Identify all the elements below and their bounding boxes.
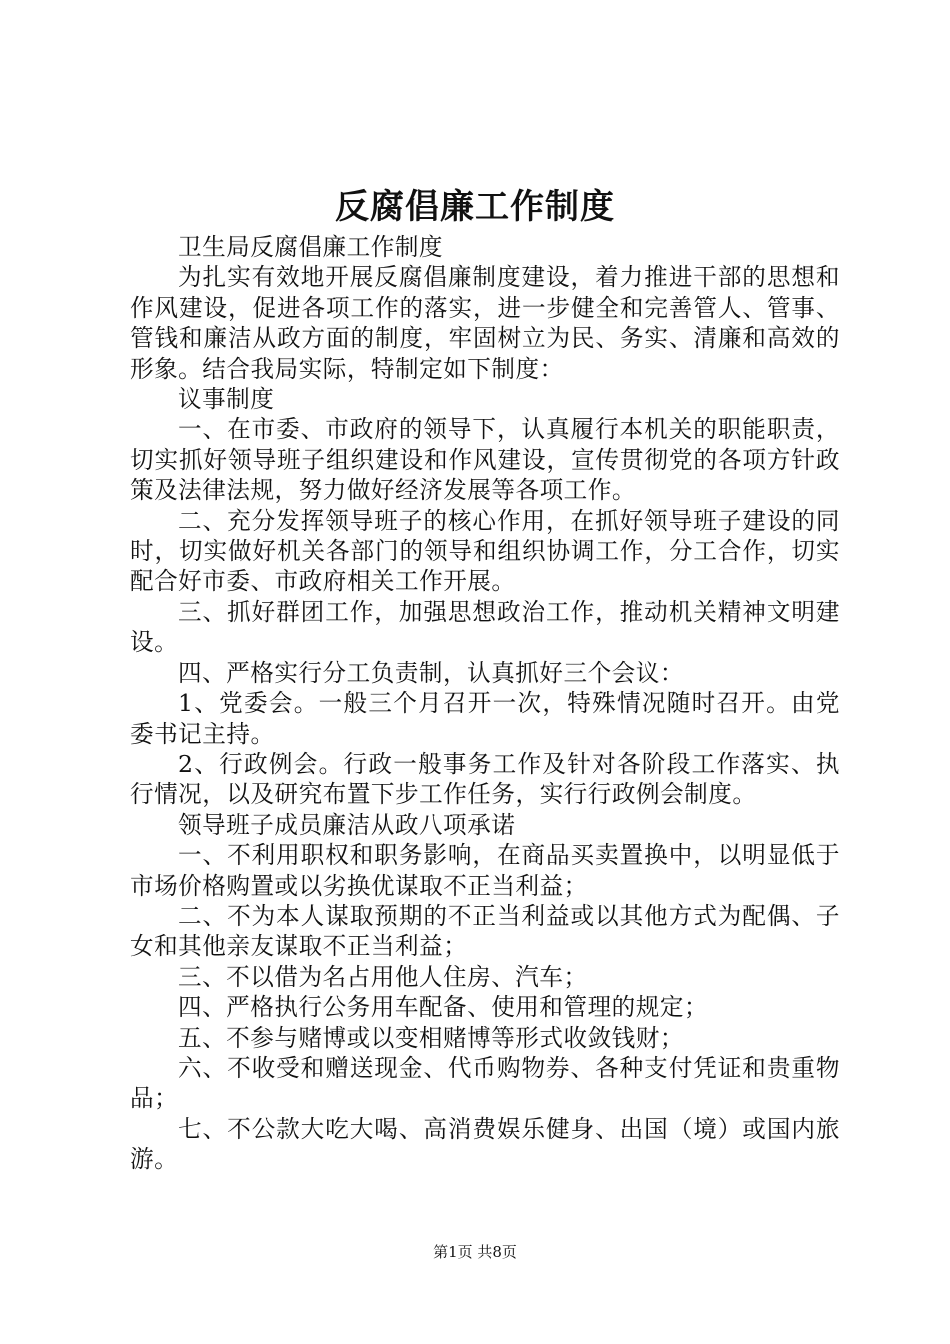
meeting-item-1: 1、党委会。一般三个月召开一次，特殊情况随时召开。由党委书记主持。 xyxy=(130,689,840,748)
commitment-3: 三、不以借为名占用他人住房、汽车； xyxy=(178,962,588,991)
commitment-1: 一、不利用职权和职务影响，在商品买卖置换中，以明显低于市场价格购置或以劣换优谋取不正当利益； xyxy=(130,841,840,900)
rule-paragraph-4: 四、严格实行分工负责制，认真抓好三个会议： xyxy=(178,658,684,687)
subtitle-paragraph: 卫生局反腐倡廉工作制度 xyxy=(178,233,444,261)
commitment-2: 二、不为本人谋取预期的不正当利益或以其他方式为配偶、子女和其他亲友谋取不正当利益； xyxy=(130,901,840,961)
commitment-4: 四、严格执行公务用车配备、使用和管理的规定； xyxy=(178,993,709,1022)
rule-paragraph-3: 三、抓好群团工作，加强思想政治工作，推动机关精神文明建设。 xyxy=(130,597,840,657)
commitment-6: 六、不收受和赠送现金、代币购物券、各种支付凭证和贵重物品； xyxy=(130,1053,840,1113)
meeting-item-2: 2、行政例会。行政一般事务工作及针对各阶段工作落实、执行情况，以及研究布置下步工作任务，实行行政例会制度。 xyxy=(130,749,840,809)
document-title: 反腐倡廉工作制度 xyxy=(335,187,615,227)
section-heading-eight-commitments: 领导班子成员廉洁从政八项承诺 xyxy=(178,810,516,839)
section-heading-meeting-system: 议事制度 xyxy=(178,385,275,414)
rule-paragraph-1: 一、在市委、市政府的领导下，认真履行本机关的职能职责，切实抓好领导班子组织建设和作风建设，宣传贯彻党的各项方针政策及法律法规，努力做好经济发展等各项工作。 xyxy=(130,415,840,505)
commitment-7: 七、不公款大吃大喝、高消费娱乐健身、出国（境）或国内旅游。 xyxy=(130,1114,840,1174)
commitment-5: 五、不参与赌博或以变相赌博等形式收敛钱财； xyxy=(178,1023,684,1052)
rule-paragraph-2: 二、充分发挥领导班子的核心作用，在抓好领导班子建设的同时，切实做好机关各部门的领导和组织协调工作，分工合作，切实配合好市委、市政府相关工作开展。 xyxy=(130,506,840,596)
intro-paragraph: 为扎实有效地开展反腐倡廉制度建设，着力推进干部的思想和作风建设，促进各项工作的落实，进一步健全和完善管人、管事、管钱和廉洁从政方面的制度，牢固树立为民、务实、清廉和高效的形象。结合我局实际，特制定如下制度： xyxy=(130,263,840,383)
document-body xyxy=(130,232,840,1175)
page-number-footer: 第1页 共8页 xyxy=(433,1243,517,1261)
